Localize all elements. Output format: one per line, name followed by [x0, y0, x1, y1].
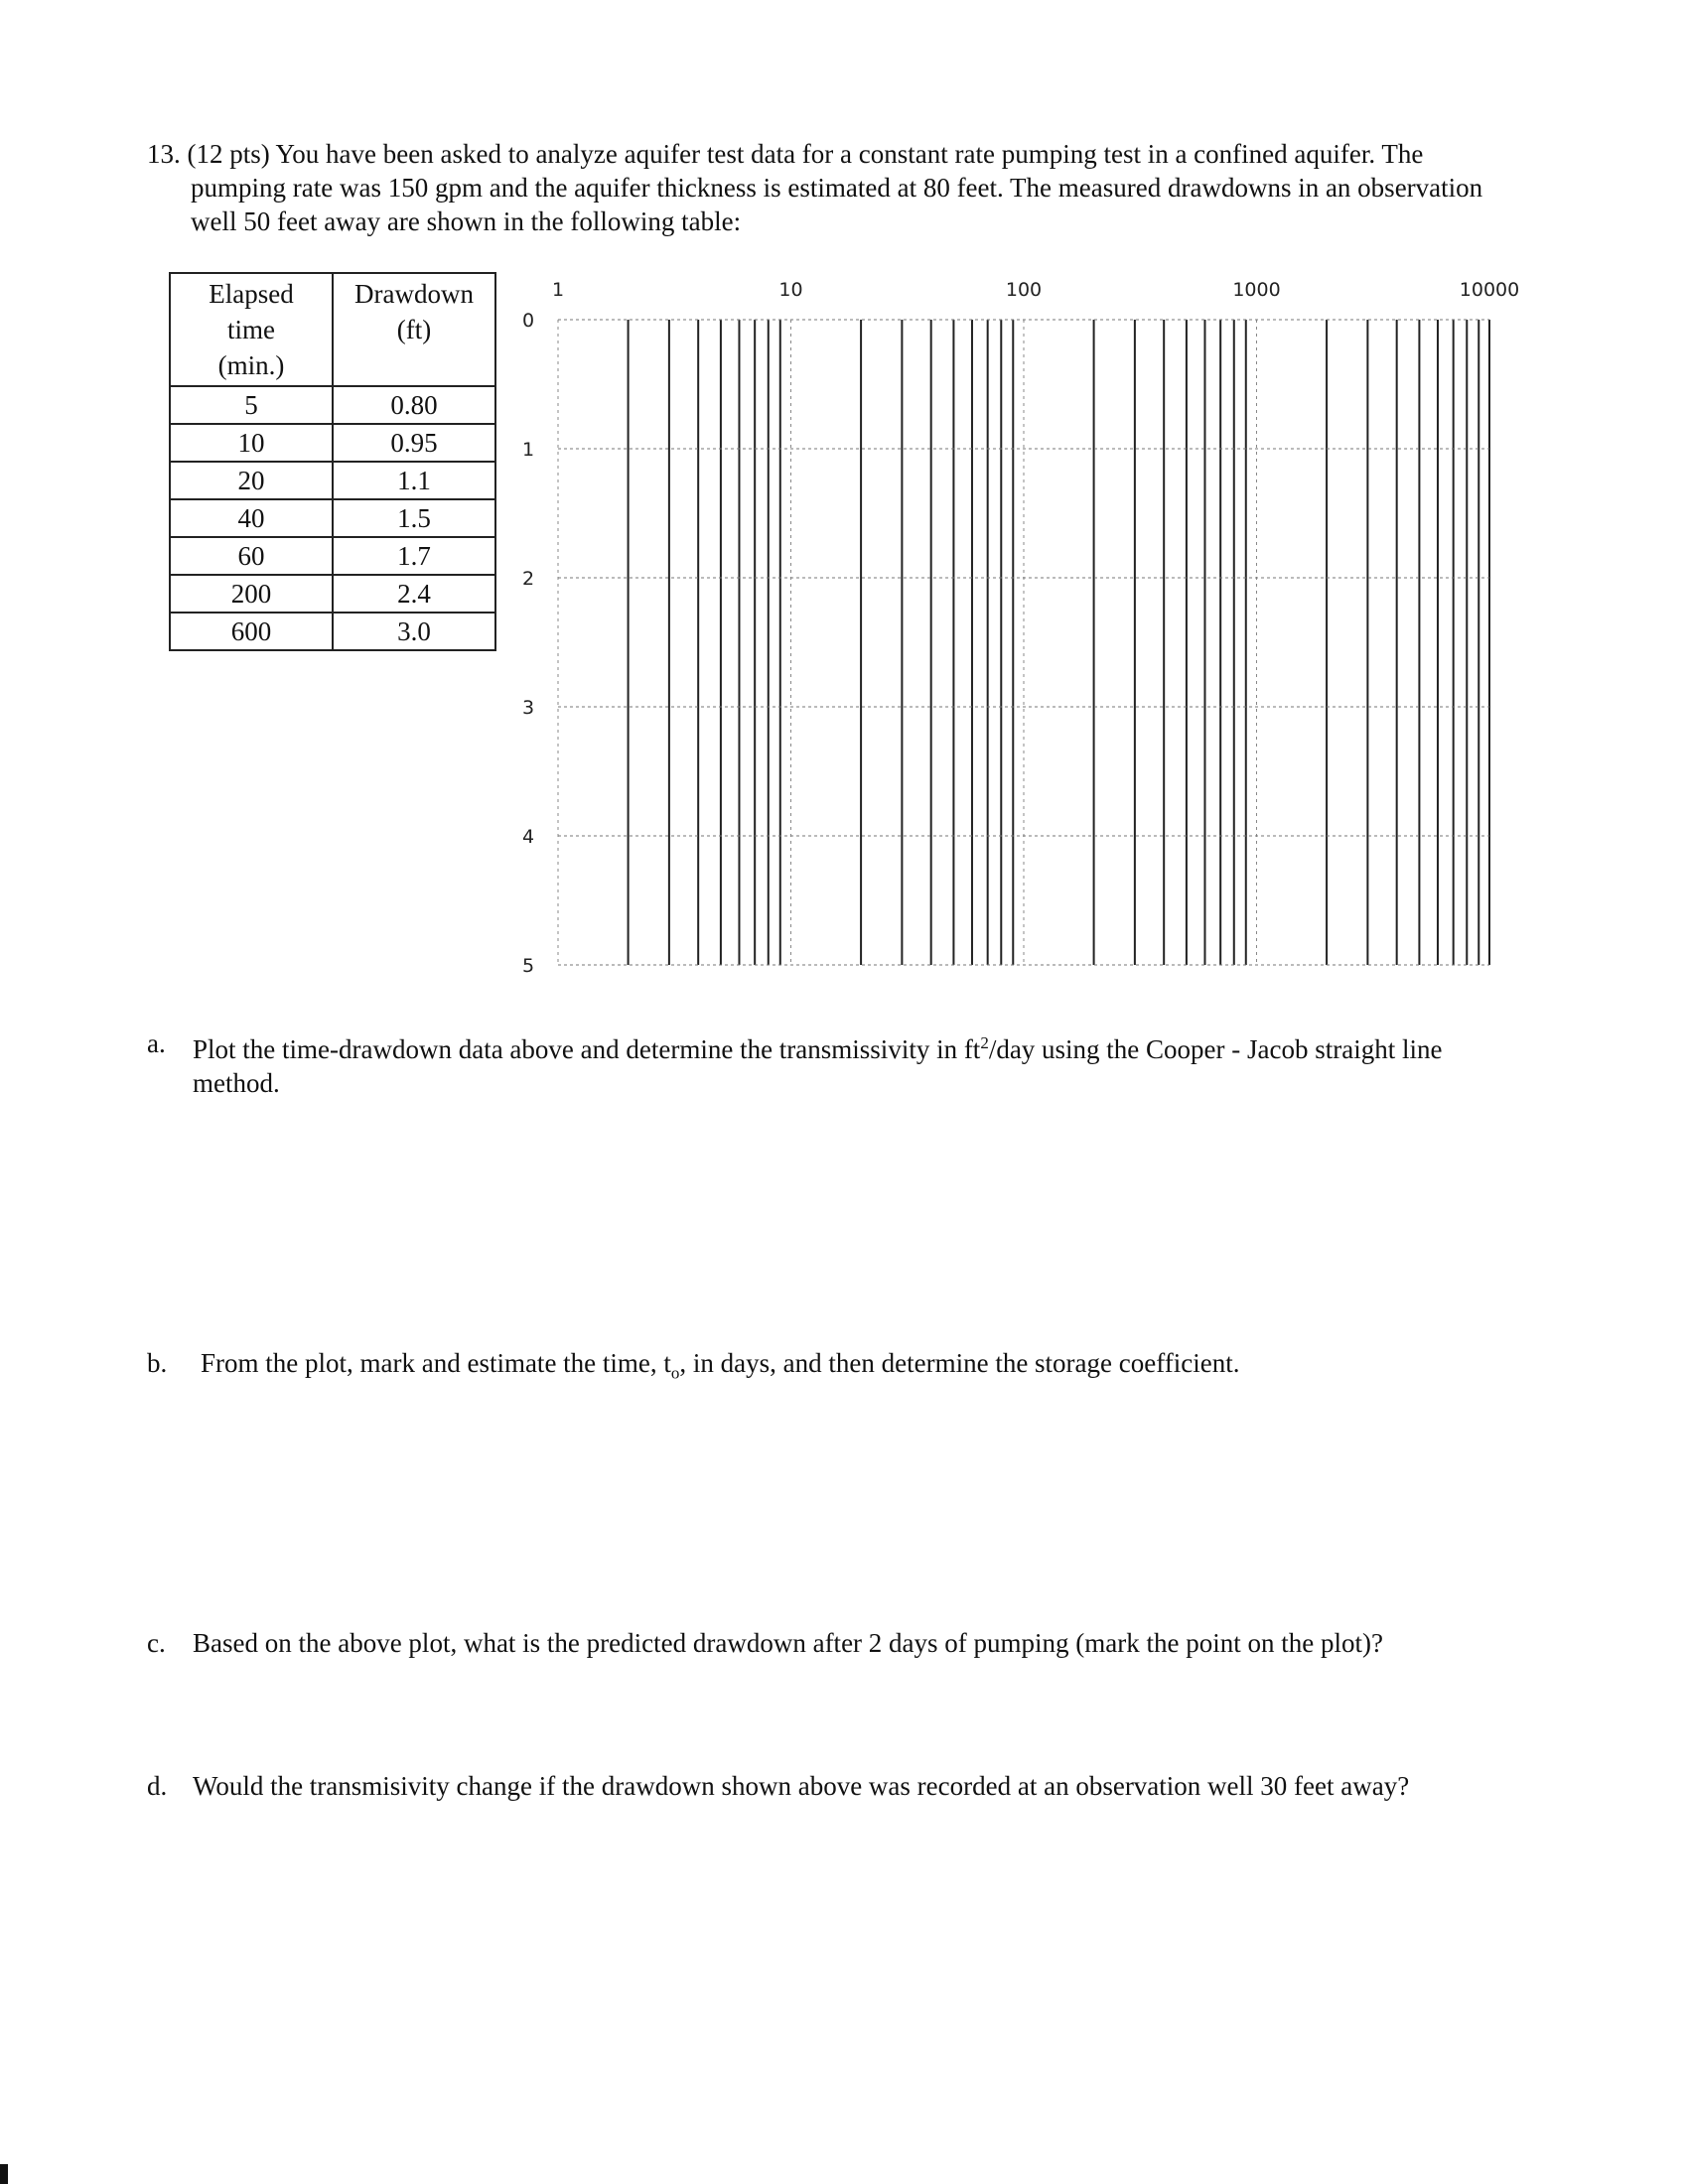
question-number: 13. — [147, 139, 181, 169]
x-tick-label: 1000 — [1232, 279, 1281, 301]
question-text: (12 pts) You have been asked to analyze aquifer test data for a constant rate pumping test in a confined aquifer. The pumping rate was 150 gpm and the aquifer thickness is estimated at 80 feet. The measured drawdowns in an observation well 50 feet away are shown in the following table: — [187, 139, 1483, 236]
graph-x-axis-labels — [552, 279, 1519, 301]
part-a-text: Plot the time-drawdown data above and determine the transmissivity in $ft^2$/day using the Cooper - Jacob straight line method. — [193, 1033, 1443, 1098]
graph-grid — [558, 320, 1489, 965]
part-c-text: Based on the above plot, what is the predicted drawdown after 2 days of pumping (mark the point on the plot)? — [193, 1628, 1383, 1658]
part-b-text: From the plot, mark and estimate the time, $t_o$, in days, and then determine the storage coefficient. — [201, 1348, 1240, 1383]
table-row: 200 2.4 — [170, 575, 495, 613]
y-tick-label: 3 — [521, 697, 535, 719]
table-row: 20 1.1 — [170, 462, 495, 499]
graph-y-axis-labels — [522, 310, 534, 977]
table-row: 5 0.80 — [170, 386, 495, 424]
part-a-label: a. — [147, 1028, 166, 1058]
x-tick-label: 10 — [778, 279, 803, 301]
part-d-label: d. — [147, 1771, 168, 1801]
header-drawdown: Drawdown (ft) — [333, 273, 495, 386]
y-tick-label: 5 — [521, 955, 535, 977]
part-c — [147, 1626, 1517, 1660]
y-tick-label: 4 — [521, 826, 535, 848]
table-row: 600 3.0 — [170, 613, 495, 650]
y-tick-label: 2 — [521, 568, 535, 590]
header-elapsed-time: Elapsed time (min.) — [170, 273, 333, 386]
y-tick-label: 0 — [521, 310, 535, 332]
x-tick-label: 100 — [1005, 279, 1043, 301]
table-row: 40 1.5 — [170, 499, 495, 537]
part-d — [147, 1769, 1517, 1803]
x-tick-label: 10000 — [1459, 279, 1520, 301]
part-b-label: b. — [147, 1348, 168, 1378]
part-a — [147, 1026, 1517, 1100]
x-tick-label: 1 — [551, 279, 565, 301]
part-c-label: c. — [147, 1628, 166, 1658]
table-row: 60 1.7 — [170, 537, 495, 575]
part-b — [147, 1346, 1517, 1390]
part-d-text: Would the transmisivity change if the drawdown shown above was recorded at an observation well 30 feet away? — [193, 1771, 1410, 1801]
table-row: 10 0.95 — [170, 424, 495, 462]
semilog-graph-paper — [0, 0, 1688, 993]
y-tick-label: 1 — [521, 439, 535, 461]
scan-edge-mark — [0, 2164, 8, 2184]
